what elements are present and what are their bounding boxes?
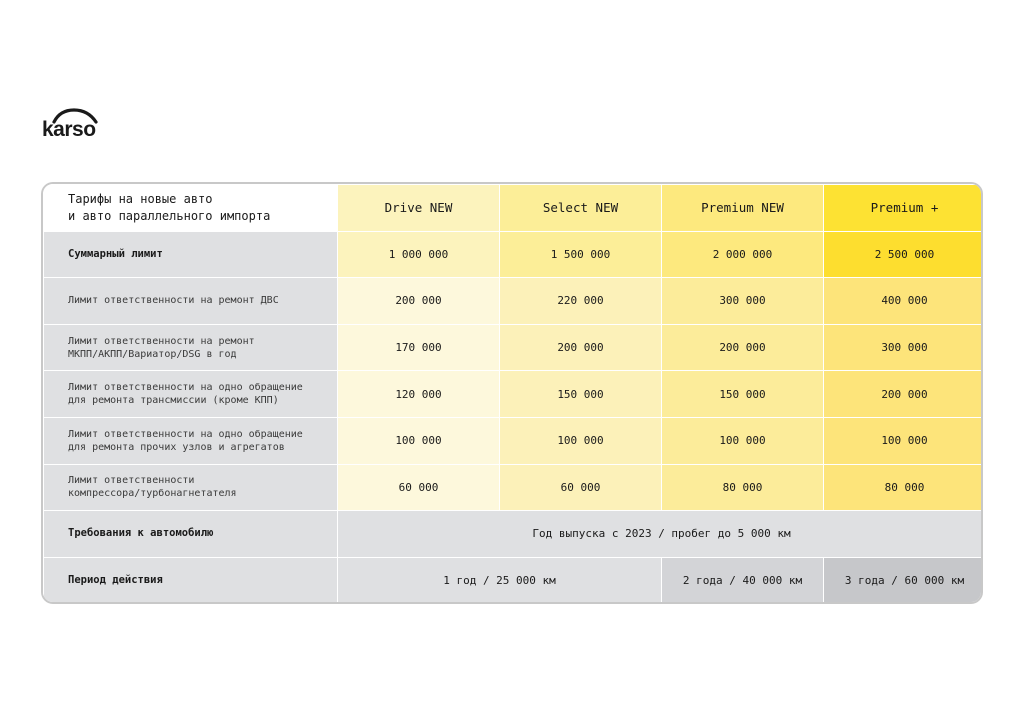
- table-cell: 2 000 000: [662, 231, 824, 278]
- row-label-transmission-limit: [44, 371, 338, 418]
- svg-text:karso: karso: [42, 118, 96, 141]
- row-label-total-limit: Суммарный лимит: [44, 231, 338, 278]
- table-cell: 200 000: [824, 371, 984, 418]
- row-label-turbo-limit: [44, 464, 338, 511]
- karso-logo: [40, 104, 110, 144]
- row-label-requirements: Требования к автомобилю: [44, 511, 338, 558]
- row-label-period: Период действия: [44, 557, 338, 604]
- table-cell: 200 000: [338, 278, 500, 325]
- table-cell: 1 500 000: [500, 231, 662, 278]
- table-cell: 100 000: [338, 417, 500, 464]
- table-cell: 100 000: [662, 417, 824, 464]
- row-label-engine-limit: Лимит ответственности на ремонт ДВС: [44, 278, 338, 325]
- table-cell: 120 000: [338, 371, 500, 418]
- table-row: [44, 324, 984, 371]
- table-title-line-2: и авто параллельного импорта: [68, 208, 271, 223]
- table-cell: 170 000: [338, 324, 500, 371]
- table-row: [44, 417, 984, 464]
- plan-header-premium-plus: Premium +: [824, 185, 984, 232]
- row-label-line-2: для ремонта прочих узлов и агрегатов: [68, 441, 285, 453]
- tariff-table: [41, 182, 983, 604]
- plan-header-premium-new: Premium NEW: [662, 185, 824, 232]
- row-label-gearbox-limit: [44, 324, 338, 371]
- table-cell: 100 000: [500, 417, 662, 464]
- period-value-1-year: 1 год / 25 000 км: [338, 557, 662, 604]
- table-cell: 2 500 000: [824, 231, 984, 278]
- table-row: [44, 231, 984, 278]
- table-row: [44, 371, 984, 418]
- table-cell: 150 000: [500, 371, 662, 418]
- row-label-line-1: Лимит ответственности на одно обращение: [68, 382, 303, 394]
- table-row: [44, 464, 984, 511]
- row-label-line-1: Лимит ответственности на ремонт: [68, 335, 255, 347]
- table-title-line-1: Тарифы на новые авто: [68, 191, 213, 206]
- requirements-value: Год выпуска с 2023 / пробег до 5 000 км: [338, 511, 984, 558]
- period-value-2-years: 2 года / 40 000 км: [662, 557, 824, 604]
- row-label-line-1: Лимит ответственности: [68, 475, 195, 487]
- table-cell: 200 000: [662, 324, 824, 371]
- table-cell: 200 000: [500, 324, 662, 371]
- table-cell: 300 000: [662, 278, 824, 325]
- period-value-3-years: 3 года / 60 000 км: [824, 557, 984, 604]
- plan-header-select-new: Select NEW: [500, 185, 662, 232]
- table-cell: 80 000: [824, 464, 984, 511]
- table-cell: 400 000: [824, 278, 984, 325]
- table-cell: 60 000: [338, 464, 500, 511]
- row-label-line-2: для ремонта трансмиссии (кроме КПП): [68, 395, 279, 407]
- table-cell: 300 000: [824, 324, 984, 371]
- row-label-other-units-limit: [44, 417, 338, 464]
- table-cell: 150 000: [662, 371, 824, 418]
- row-label-line-2: МКПП/АКПП/Вариатор/DSG в год: [68, 348, 237, 360]
- table-cell: 100 000: [824, 417, 984, 464]
- table-header-row: [44, 185, 984, 232]
- plan-header-drive-new: Drive NEW: [338, 185, 500, 232]
- table-row: [44, 278, 984, 325]
- table-row: [44, 557, 984, 604]
- table-cell: 1 000 000: [338, 231, 500, 278]
- table-cell: 60 000: [500, 464, 662, 511]
- table-cell: 80 000: [662, 464, 824, 511]
- table-title: [44, 185, 338, 232]
- row-label-line-1: Лимит ответственности на одно обращение: [68, 428, 303, 440]
- row-label-line-2: компрессора/турбонагнетателя: [68, 488, 237, 500]
- table-cell: 220 000: [500, 278, 662, 325]
- table-row: [44, 511, 984, 558]
